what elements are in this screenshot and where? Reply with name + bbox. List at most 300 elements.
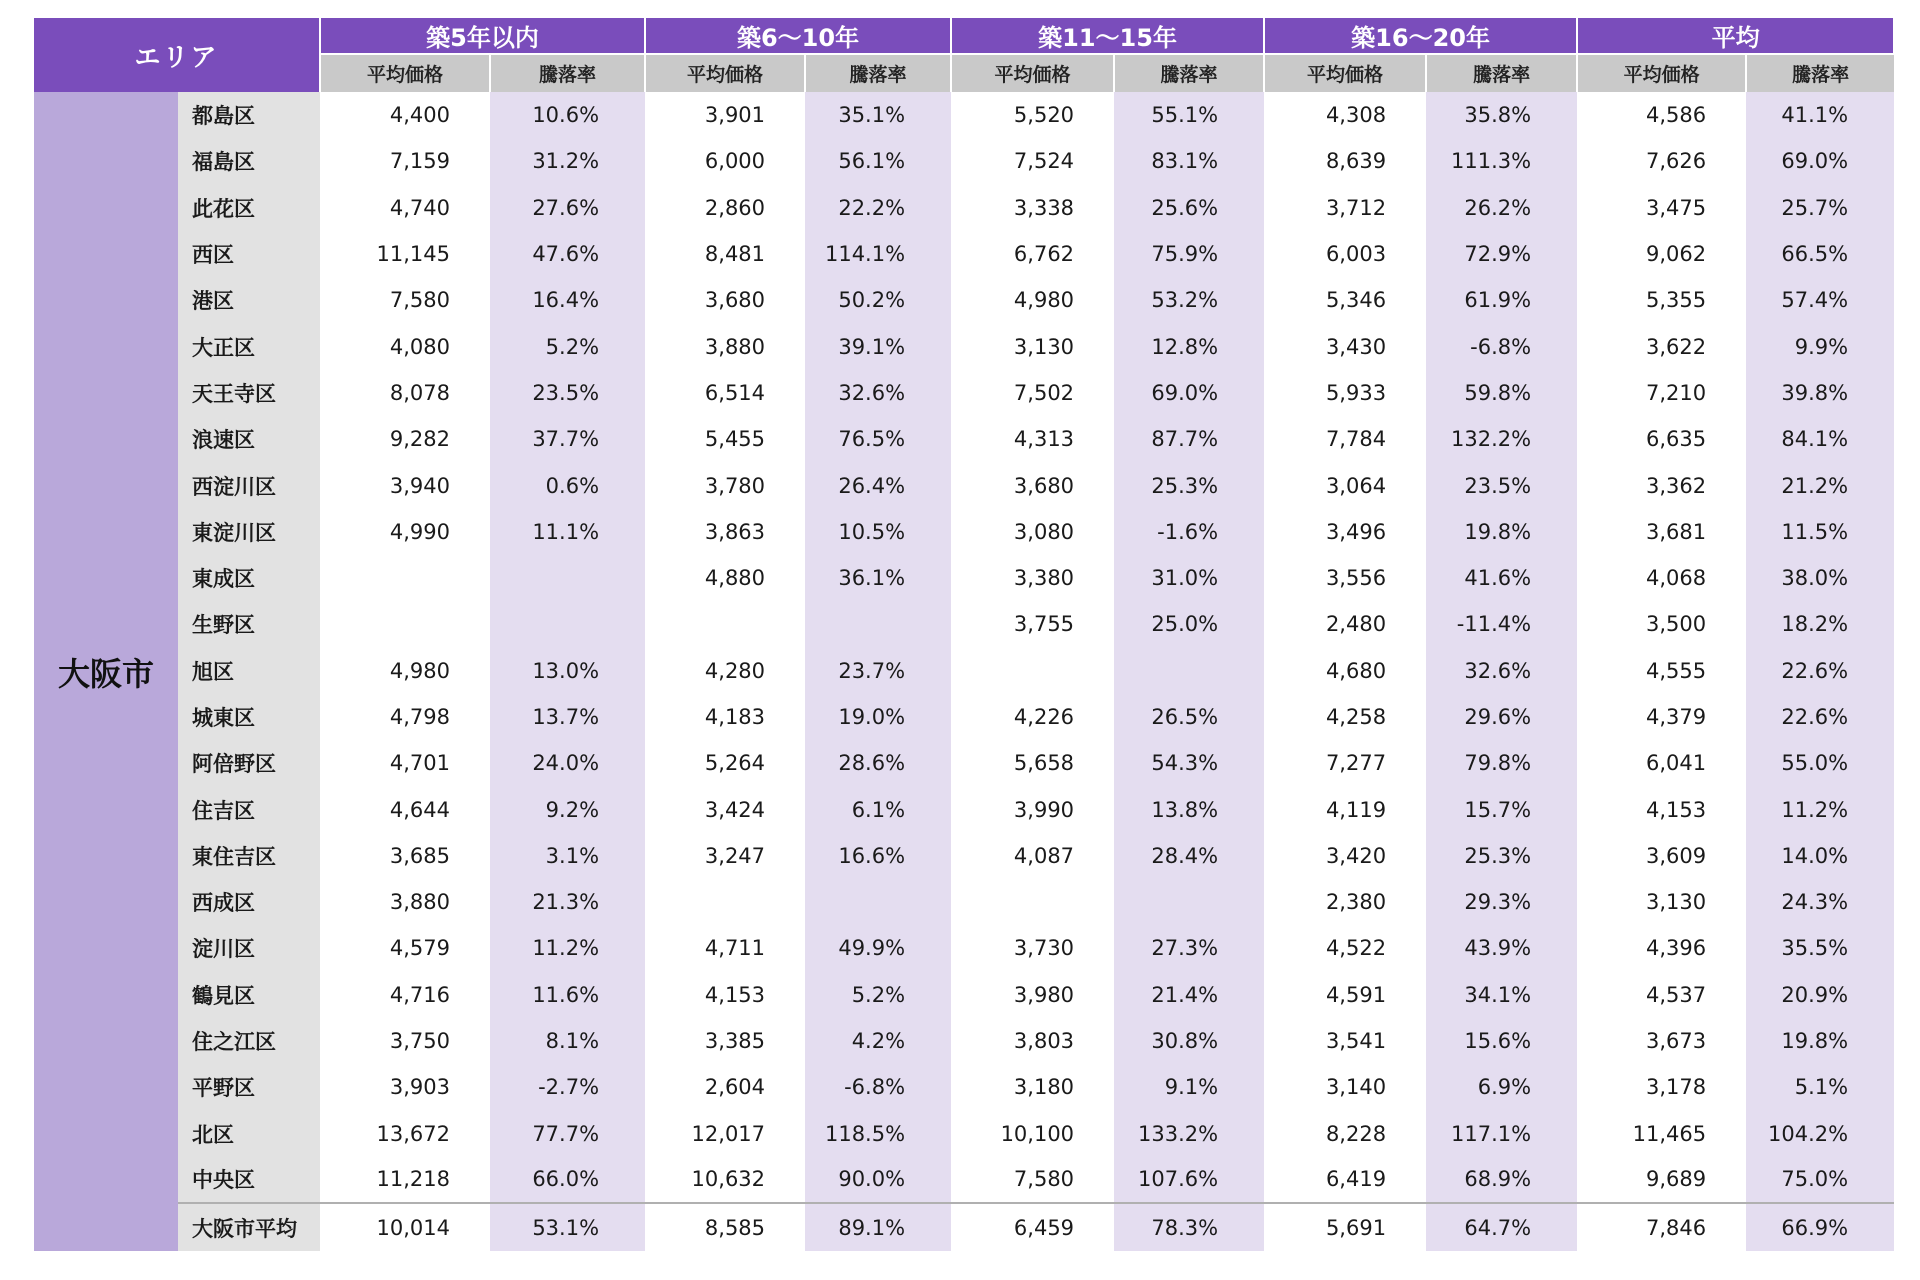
change-rate-cell: 23.7% — [805, 648, 951, 694]
table-row — [34, 370, 1894, 416]
avg-price-cell: 4,980 — [951, 277, 1114, 323]
change-rate-cell: 31.0% — [1114, 555, 1264, 601]
change-rate-cell: 34.1% — [1426, 972, 1577, 1018]
change-rate-cell: 11.2% — [1746, 786, 1894, 832]
change-rate-cell: 53.2% — [1114, 277, 1264, 323]
change-rate-cell: 55.0% — [1746, 740, 1894, 786]
change-rate-cell: 32.6% — [805, 370, 951, 416]
avg-price-cell: 4,080 — [320, 323, 490, 369]
change-rate-cell: 5.2% — [490, 323, 645, 369]
avg-price-cell: 3,420 — [1264, 833, 1426, 879]
subheader-avg-price: 平均価格 — [1264, 54, 1426, 92]
avg-price-cell: 6,000 — [645, 138, 805, 184]
avg-price-cell: 6,514 — [645, 370, 805, 416]
area-header: エリア — [34, 18, 320, 92]
change-rate-cell: 16.6% — [805, 833, 951, 879]
change-rate-cell: 35.5% — [1746, 925, 1894, 971]
avg-price-cell: 3,680 — [951, 462, 1114, 508]
change-rate-cell: 68.9% — [1426, 1157, 1577, 1203]
change-rate-cell: 13.8% — [1114, 786, 1264, 832]
change-rate-cell — [490, 601, 645, 647]
group-header-within-5-years: 築5年以内 — [320, 18, 645, 54]
avg-price-cell: 3,178 — [1577, 1064, 1746, 1110]
change-rate-cell — [490, 555, 645, 601]
avg-price-cell: 3,064 — [1264, 462, 1426, 508]
change-rate-cell: 56.1% — [805, 138, 951, 184]
change-rate-cell — [805, 879, 951, 925]
change-rate-cell: 25.0% — [1114, 601, 1264, 647]
avg-price-cell: 3,080 — [951, 509, 1114, 555]
city-average-label: 大阪市平均 — [178, 1203, 320, 1251]
subheader-change-rate: 騰落率 — [1114, 54, 1264, 92]
avg-price-cell: 4,980 — [320, 648, 490, 694]
avg-price-cell: 5,691 — [1264, 1203, 1426, 1251]
change-rate-cell: 21.3% — [490, 879, 645, 925]
avg-price-cell: 8,481 — [645, 231, 805, 277]
avg-price-cell: 5,346 — [1264, 277, 1426, 323]
change-rate-cell: 31.2% — [490, 138, 645, 184]
avg-price-cell: 5,658 — [951, 740, 1114, 786]
avg-price-cell: 3,863 — [645, 509, 805, 555]
ward-name: 浪速区 — [178, 416, 320, 462]
change-rate-cell: -1.6% — [1114, 509, 1264, 555]
avg-price-cell: 4,522 — [1264, 925, 1426, 971]
change-rate-cell: 23.5% — [1426, 462, 1577, 508]
ward-name: 港区 — [178, 277, 320, 323]
avg-price-cell: 3,475 — [1577, 185, 1746, 231]
avg-price-cell: 3,673 — [1577, 1018, 1746, 1064]
avg-price-cell: 7,846 — [1577, 1203, 1746, 1251]
change-rate-cell: 26.5% — [1114, 694, 1264, 740]
change-rate-cell: 11.5% — [1746, 509, 1894, 555]
ward-name: 福島区 — [178, 138, 320, 184]
avg-price-cell: 4,644 — [320, 786, 490, 832]
table-row — [34, 555, 1894, 601]
change-rate-cell: -2.7% — [490, 1064, 645, 1110]
change-rate-cell: 29.6% — [1426, 694, 1577, 740]
ward-name: 東住吉区 — [178, 833, 320, 879]
change-rate-cell: 30.8% — [1114, 1018, 1264, 1064]
avg-price-cell: 9,689 — [1577, 1157, 1746, 1203]
avg-price-cell: 11,145 — [320, 231, 490, 277]
change-rate-cell: 25.3% — [1114, 462, 1264, 508]
table-row — [34, 833, 1894, 879]
group-header-6-10-years: 築6〜10年 — [645, 18, 951, 54]
avg-price-cell: 4,798 — [320, 694, 490, 740]
change-rate-cell: 61.9% — [1426, 277, 1577, 323]
change-rate-cell: 75.0% — [1746, 1157, 1894, 1203]
avg-price-cell: 3,940 — [320, 462, 490, 508]
avg-price-cell: 8,639 — [1264, 138, 1426, 184]
change-rate-cell: 13.7% — [490, 694, 645, 740]
avg-price-cell: 8,585 — [645, 1203, 805, 1251]
avg-price-cell: 3,622 — [1577, 323, 1746, 369]
avg-price-cell: 7,524 — [951, 138, 1114, 184]
avg-price-cell: 4,711 — [645, 925, 805, 971]
change-rate-cell: 114.1% — [805, 231, 951, 277]
avg-price-cell: 4,153 — [645, 972, 805, 1018]
avg-price-cell: 5,264 — [645, 740, 805, 786]
subheader-change-rate: 騰落率 — [805, 54, 951, 92]
change-rate-cell: 0.6% — [490, 462, 645, 508]
change-rate-cell: 117.1% — [1426, 1111, 1577, 1157]
change-rate-cell: 111.3% — [1426, 138, 1577, 184]
subheader-avg-price: 平均価格 — [1577, 54, 1746, 92]
change-rate-cell: 38.0% — [1746, 555, 1894, 601]
avg-price-cell: 3,380 — [951, 555, 1114, 601]
avg-price-cell: 3,680 — [645, 277, 805, 323]
change-rate-cell: 89.1% — [805, 1203, 951, 1251]
avg-price-cell: 3,430 — [1264, 323, 1426, 369]
change-rate-cell: 9.9% — [1746, 323, 1894, 369]
change-rate-cell: 8.1% — [490, 1018, 645, 1064]
avg-price-cell: 10,632 — [645, 1157, 805, 1203]
change-rate-cell: 104.2% — [1746, 1111, 1894, 1157]
avg-price-cell: 3,180 — [951, 1064, 1114, 1110]
avg-price-cell: 3,130 — [1577, 879, 1746, 925]
table-row — [34, 786, 1894, 832]
avg-price-cell — [645, 601, 805, 647]
change-rate-cell: -11.4% — [1426, 601, 1577, 647]
avg-price-cell: 3,712 — [1264, 185, 1426, 231]
table-row — [34, 185, 1894, 231]
change-rate-cell: 25.7% — [1746, 185, 1894, 231]
avg-price-cell: 3,140 — [1264, 1064, 1426, 1110]
avg-price-cell: 5,455 — [645, 416, 805, 462]
avg-price-cell: 7,210 — [1577, 370, 1746, 416]
table-row — [34, 972, 1894, 1018]
avg-price-cell: 3,750 — [320, 1018, 490, 1064]
change-rate-cell: 41.1% — [1746, 92, 1894, 138]
avg-price-cell: 12,017 — [645, 1111, 805, 1157]
change-rate-cell: 23.5% — [490, 370, 645, 416]
change-rate-cell: 66.5% — [1746, 231, 1894, 277]
avg-price-cell: 5,520 — [951, 92, 1114, 138]
avg-price-cell: 4,379 — [1577, 694, 1746, 740]
group-header-average: 平均 — [1577, 18, 1894, 54]
subheader-change-rate: 騰落率 — [1746, 54, 1894, 92]
avg-price-cell: 7,580 — [320, 277, 490, 323]
change-rate-cell: 79.8% — [1426, 740, 1577, 786]
ward-name: 此花区 — [178, 185, 320, 231]
avg-price-cell: 9,282 — [320, 416, 490, 462]
avg-price-cell: 3,500 — [1577, 601, 1746, 647]
change-rate-cell: 54.3% — [1114, 740, 1264, 786]
avg-price-cell: 7,626 — [1577, 138, 1746, 184]
change-rate-cell: 22.2% — [805, 185, 951, 231]
table-row — [34, 925, 1894, 971]
avg-price-cell: 4,701 — [320, 740, 490, 786]
avg-price-cell: 2,480 — [1264, 601, 1426, 647]
table-row — [34, 231, 1894, 277]
avg-price-cell: 7,277 — [1264, 740, 1426, 786]
avg-price-cell — [645, 879, 805, 925]
avg-price-cell: 3,990 — [951, 786, 1114, 832]
change-rate-cell: 3.1% — [490, 833, 645, 879]
change-rate-cell: 6.1% — [805, 786, 951, 832]
change-rate-cell: 107.6% — [1114, 1157, 1264, 1203]
avg-price-cell: 11,465 — [1577, 1111, 1746, 1157]
ward-name: 東成区 — [178, 555, 320, 601]
avg-price-cell: 3,780 — [645, 462, 805, 508]
change-rate-cell: 41.6% — [1426, 555, 1577, 601]
change-rate-cell: 118.5% — [805, 1111, 951, 1157]
change-rate-cell: 59.8% — [1426, 370, 1577, 416]
change-rate-cell: 6.9% — [1426, 1064, 1577, 1110]
change-rate-cell: 26.2% — [1426, 185, 1577, 231]
change-rate-cell: 5.2% — [805, 972, 951, 1018]
table-header — [34, 18, 1894, 92]
city-average-row — [34, 1203, 1894, 1251]
ward-name: 大正区 — [178, 323, 320, 369]
ward-name: 平野区 — [178, 1064, 320, 1110]
change-rate-cell: 84.1% — [1746, 416, 1894, 462]
avg-price-cell: 3,903 — [320, 1064, 490, 1110]
ward-name: 北区 — [178, 1111, 320, 1157]
change-rate-cell: 43.9% — [1426, 925, 1577, 971]
change-rate-cell: 132.2% — [1426, 416, 1577, 462]
change-rate-cell: 20.9% — [1746, 972, 1894, 1018]
avg-price-cell: 4,258 — [1264, 694, 1426, 740]
ward-name: 鶴見区 — [178, 972, 320, 1018]
avg-price-cell: 3,247 — [645, 833, 805, 879]
change-rate-cell: 9.1% — [1114, 1064, 1264, 1110]
change-rate-cell — [1114, 879, 1264, 925]
change-rate-cell: 21.2% — [1746, 462, 1894, 508]
change-rate-cell: 10.5% — [805, 509, 951, 555]
avg-price-cell: 10,100 — [951, 1111, 1114, 1157]
change-rate-cell: 29.3% — [1426, 879, 1577, 925]
avg-price-cell: 3,803 — [951, 1018, 1114, 1064]
change-rate-cell: -6.8% — [805, 1064, 951, 1110]
change-rate-cell: 35.1% — [805, 92, 951, 138]
avg-price-cell: 3,362 — [1577, 462, 1746, 508]
change-rate-cell: 25.3% — [1426, 833, 1577, 879]
change-rate-cell: 15.6% — [1426, 1018, 1577, 1064]
change-rate-cell: 22.6% — [1746, 694, 1894, 740]
ward-name: 西区 — [178, 231, 320, 277]
change-rate-cell: 11.6% — [490, 972, 645, 1018]
change-rate-cell: 90.0% — [805, 1157, 951, 1203]
ward-name: 淀川区 — [178, 925, 320, 971]
avg-price-cell — [951, 879, 1114, 925]
avg-price-cell: 8,078 — [320, 370, 490, 416]
city-label: 大阪市 — [34, 92, 178, 1251]
change-rate-cell: 76.5% — [805, 416, 951, 462]
table-row — [34, 648, 1894, 694]
avg-price-cell: 4,880 — [645, 555, 805, 601]
change-rate-cell: 39.8% — [1746, 370, 1894, 416]
table-row — [34, 277, 1894, 323]
avg-price-cell: 11,218 — [320, 1157, 490, 1203]
ward-name: 生野区 — [178, 601, 320, 647]
avg-price-cell: 2,860 — [645, 185, 805, 231]
table-row — [34, 1064, 1894, 1110]
change-rate-cell: 14.0% — [1746, 833, 1894, 879]
avg-price-cell: 7,159 — [320, 138, 490, 184]
subheader-avg-price: 平均価格 — [645, 54, 805, 92]
change-rate-cell: 69.0% — [1746, 138, 1894, 184]
change-rate-cell: 55.1% — [1114, 92, 1264, 138]
change-rate-cell: 66.0% — [490, 1157, 645, 1203]
change-rate-cell: 50.2% — [805, 277, 951, 323]
change-rate-cell: 4.2% — [805, 1018, 951, 1064]
avg-price-cell: 3,880 — [645, 323, 805, 369]
avg-price-cell — [951, 648, 1114, 694]
table-row — [34, 601, 1894, 647]
ward-name: 天王寺区 — [178, 370, 320, 416]
table-row — [34, 509, 1894, 555]
avg-price-cell: 3,730 — [951, 925, 1114, 971]
table-row — [34, 694, 1894, 740]
table-row — [34, 92, 1894, 138]
avg-price-cell: 4,990 — [320, 509, 490, 555]
avg-price-cell — [320, 601, 490, 647]
avg-price-cell: 4,153 — [1577, 786, 1746, 832]
change-rate-cell: 19.0% — [805, 694, 951, 740]
change-rate-cell: 49.9% — [805, 925, 951, 971]
avg-price-cell: 4,119 — [1264, 786, 1426, 832]
subheader-change-rate: 騰落率 — [1426, 54, 1577, 92]
avg-price-cell: 4,068 — [1577, 555, 1746, 601]
change-rate-cell: 28.4% — [1114, 833, 1264, 879]
avg-price-cell: 6,041 — [1577, 740, 1746, 786]
group-header-11-15-years: 築11〜15年 — [951, 18, 1264, 54]
change-rate-cell: 47.6% — [490, 231, 645, 277]
change-rate-cell: 39.1% — [805, 323, 951, 369]
change-rate-cell: 64.7% — [1426, 1203, 1577, 1251]
avg-price-cell: 2,604 — [645, 1064, 805, 1110]
table-row — [34, 740, 1894, 786]
change-rate-cell: 133.2% — [1114, 1111, 1264, 1157]
change-rate-cell: 37.7% — [490, 416, 645, 462]
ward-name: 旭区 — [178, 648, 320, 694]
change-rate-cell: 66.9% — [1746, 1203, 1894, 1251]
group-header-16-20-years: 築16〜20年 — [1264, 18, 1577, 54]
change-rate-cell: 69.0% — [1114, 370, 1264, 416]
ward-name: 都島区 — [178, 92, 320, 138]
ward-name: 東淀川区 — [178, 509, 320, 555]
change-rate-cell: 53.1% — [490, 1203, 645, 1251]
avg-price-cell: 4,740 — [320, 185, 490, 231]
avg-price-cell: 3,338 — [951, 185, 1114, 231]
avg-price-cell: 4,555 — [1577, 648, 1746, 694]
change-rate-cell: 15.7% — [1426, 786, 1577, 832]
change-rate-cell: 19.8% — [1426, 509, 1577, 555]
avg-price-cell: 5,355 — [1577, 277, 1746, 323]
change-rate-cell: 12.8% — [1114, 323, 1264, 369]
avg-price-cell: 6,003 — [1264, 231, 1426, 277]
change-rate-cell: 77.7% — [490, 1111, 645, 1157]
change-rate-cell: 72.9% — [1426, 231, 1577, 277]
table-row — [34, 462, 1894, 508]
avg-price-cell: 6,635 — [1577, 416, 1746, 462]
change-rate-cell: 32.6% — [1426, 648, 1577, 694]
avg-price-cell: 3,755 — [951, 601, 1114, 647]
change-rate-cell: 57.4% — [1746, 277, 1894, 323]
avg-price-cell: 3,681 — [1577, 509, 1746, 555]
table-row — [34, 879, 1894, 925]
ward-name: 西成区 — [178, 879, 320, 925]
avg-price-cell: 3,541 — [1264, 1018, 1426, 1064]
avg-price-cell — [320, 555, 490, 601]
ward-name: 城東区 — [178, 694, 320, 740]
avg-price-cell: 8,228 — [1264, 1111, 1426, 1157]
avg-price-cell: 3,130 — [951, 323, 1114, 369]
subheader-change-rate: 騰落率 — [490, 54, 645, 92]
change-rate-cell: 10.6% — [490, 92, 645, 138]
avg-price-cell: 4,313 — [951, 416, 1114, 462]
avg-price-cell: 4,400 — [320, 92, 490, 138]
change-rate-cell — [805, 601, 951, 647]
change-rate-cell: 25.6% — [1114, 185, 1264, 231]
ward-name: 住之江区 — [178, 1018, 320, 1064]
ward-name: 住吉区 — [178, 786, 320, 832]
change-rate-cell: 78.3% — [1114, 1203, 1264, 1251]
price-table-container — [34, 18, 1894, 1251]
avg-price-cell: 2,380 — [1264, 879, 1426, 925]
avg-price-cell: 7,502 — [951, 370, 1114, 416]
avg-price-cell: 3,685 — [320, 833, 490, 879]
avg-price-cell: 6,762 — [951, 231, 1114, 277]
change-rate-cell: 24.0% — [490, 740, 645, 786]
avg-price-cell: 3,424 — [645, 786, 805, 832]
avg-price-cell: 4,280 — [645, 648, 805, 694]
change-rate-cell: 22.6% — [1746, 648, 1894, 694]
change-rate-cell: 11.1% — [490, 509, 645, 555]
avg-price-cell: 5,933 — [1264, 370, 1426, 416]
change-rate-cell: 16.4% — [490, 277, 645, 323]
avg-price-cell: 9,062 — [1577, 231, 1746, 277]
change-rate-cell: 5.1% — [1746, 1064, 1894, 1110]
avg-price-cell: 3,901 — [645, 92, 805, 138]
subheader-avg-price: 平均価格 — [951, 54, 1114, 92]
ward-name: 西淀川区 — [178, 462, 320, 508]
avg-price-cell: 6,459 — [951, 1203, 1114, 1251]
avg-price-cell: 4,579 — [320, 925, 490, 971]
change-rate-cell: 87.7% — [1114, 416, 1264, 462]
change-rate-cell: 75.9% — [1114, 231, 1264, 277]
avg-price-cell: 4,396 — [1577, 925, 1746, 971]
avg-price-cell: 4,308 — [1264, 92, 1426, 138]
table-row — [34, 1018, 1894, 1064]
table-body — [34, 92, 1894, 1251]
avg-price-cell: 7,580 — [951, 1157, 1114, 1203]
avg-price-cell: 4,087 — [951, 833, 1114, 879]
change-rate-cell: -6.8% — [1426, 323, 1577, 369]
avg-price-cell: 13,672 — [320, 1111, 490, 1157]
avg-price-cell: 3,880 — [320, 879, 490, 925]
avg-price-cell: 4,537 — [1577, 972, 1746, 1018]
avg-price-cell: 6,419 — [1264, 1157, 1426, 1203]
price-change-table — [34, 18, 1895, 1251]
table-row — [34, 416, 1894, 462]
change-rate-cell: 26.4% — [805, 462, 951, 508]
avg-price-cell: 4,680 — [1264, 648, 1426, 694]
avg-price-cell: 4,591 — [1264, 972, 1426, 1018]
change-rate-cell: 21.4% — [1114, 972, 1264, 1018]
avg-price-cell: 10,014 — [320, 1203, 490, 1251]
ward-name: 中央区 — [178, 1157, 320, 1203]
change-rate-cell: 24.3% — [1746, 879, 1894, 925]
table-row — [34, 138, 1894, 184]
change-rate-cell: 27.3% — [1114, 925, 1264, 971]
avg-price-cell: 4,716 — [320, 972, 490, 1018]
change-rate-cell: 9.2% — [490, 786, 645, 832]
table-row — [34, 1111, 1894, 1157]
change-rate-cell: 28.6% — [805, 740, 951, 786]
change-rate-cell: 35.8% — [1426, 92, 1577, 138]
